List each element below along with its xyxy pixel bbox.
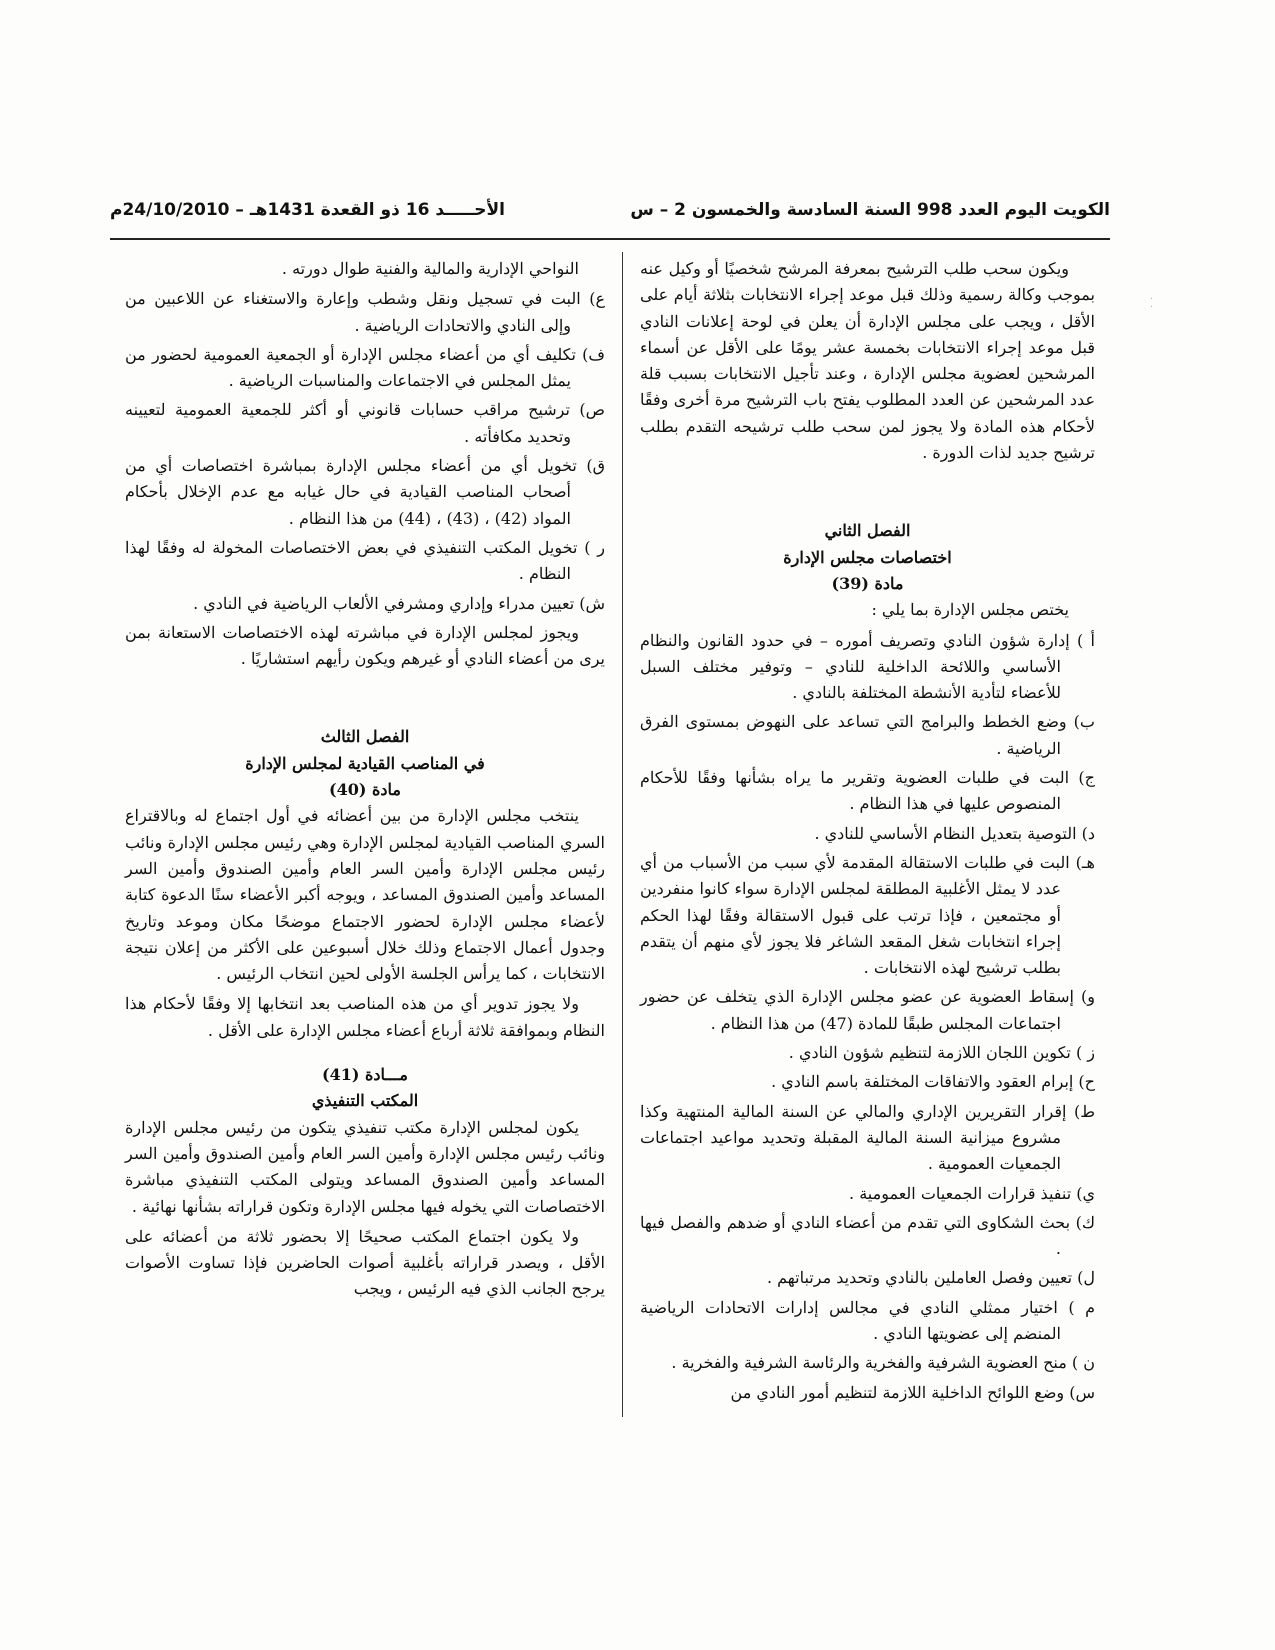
- article-39-item: ط) إقرار التقريرين الإداري والمالي عن السنة المالية المنتهية وكذا مشروع ميزانية السنة المالية المقبلة وتحديد مواعيد اجتماعات الجمعيات العمومية .: [640, 1101, 1096, 1174]
- article-39-item: ق) تخويل أي من أعضاء مجلس الإدارة بمباشرة اختصاصات أي من أصحاب المناصب القيادية في حال غيابه مع عدم الإخلال بأحكام المواد (42) ، (43) ، (44) من هذا النظام .: [125, 456, 605, 528]
- article-39-item: ك) بحث الشكاوى التي تقدم من أعضاء النادي أو ضدهم والفصل فيها .: [640, 1212, 1095, 1259]
- article-39-item: ع) البت في تسجيل ونقل وشطب وإعارة والاستغناء عن اللاعبين من وإلى النادي والاتحادات الرياضية .: [125, 289, 605, 335]
- continuation-line: النواحي الإدارية والمالية والفنية طوال دورته .: [281, 259, 579, 278]
- scan-speck: · ·: [1150, 294, 1154, 313]
- article-39-item: ن ) منح العضوية الشرفية والفخرية والرئاسة الشرفية والفخرية .: [671, 1353, 1095, 1373]
- article-39-item: س) وضع اللوائح الداخلية اللازمة لتنظيم أمور النادي من: [730, 1382, 1095, 1402]
- article-40-paragraph: ولا يجوز تدوير أي من هذه المناصب بعد انتخابها إلا وفقًا لأحكام هذا النظام وبموافقة ثلاثة أرباع أعضاء مجلس الإدارة على الأقل .: [125, 994, 605, 1040]
- article-41-paragraph: يكون لمجلس الإدارة مكتب تنفيذي يتكون من رئيس مجلس الإدارة ونائب رئيس مجلس الإدارة وأمين السر العام وأمين الصندوق وأمين السر المساعد وأمين الصندوق المساعد ويتولى المكتب التنفيذي مباشرة الاختصاصات التي يخوله فيها مجلس الإدارة وتكون قراراته بشأنها نهائية .: [125, 1117, 605, 1216]
- column-divider: [622, 252, 623, 1417]
- header-divider: [110, 238, 1110, 240]
- chapter-three-title: في المناصب القيادية لمجلس الإدارة: [245, 753, 485, 773]
- article-39-item: و) إسقاط العضوية عن عضو مجلس الإدارة الذي يتخلف عن حضور اجتماعات المجلس طبقًا للمادة (47) من هذا النظام .: [640, 987, 1095, 1033]
- delegation-note: ويجوز لمجلس الإدارة في مباشرته لهذه الاختصاصات الاستعانة بمن يرى من أعضاء النادي أو غيرهم ويكون رأيهم استشاريًا .: [125, 622, 605, 669]
- chapter-two-heading: الفصل الثاني: [824, 521, 911, 541]
- article-39-item: هـ) البت في طلبات الاستقالة المقدمة لأي سبب من الأسباب من أي عدد لا يمثل الأغلبية المطلقة لمجلس الإدارة سواء كانوا منفردين أو مجتمعين ، فإذا ترتب على قبول الاستقالة وفقًا لهذا الحكم إجراء انتخابات شغل المقعد الشاغر فلا يجوز لأي منهم أن يتقدم بطلب ترشيح لهذه الانتخابات .: [640, 852, 1095, 978]
- header-gazette-issue: الكويت اليوم العدد 998 السنة السادسة والخمسون 2 – س: [630, 200, 1110, 220]
- header-date: الأحـــــد 16 ذو القعدة 1431هـ – 24/10/2010م: [110, 200, 505, 220]
- article-39-item: أ ) إدارة شؤون النادي وتصريف أموره – في حدود القانون والنظام الأساسي واللائحة الداخلية للنادي – وتوفير مختلف السبل للأعضاء لتأدية الأنشطة المختلفة بالنادي .: [640, 630, 1095, 703]
- article-40-paragraph: ينتخب مجلس الإدارة من بين أعضائه في أول اجتماع له وبالاقتراع السري المناصب القيادية لمجلس الإدارة وهي رئيس مجلس الإدارة ونائب رئيس مجلس الإدارة وأمين السر العام وأمين الصندوق وأمين السر المساعد وأمين الصندوق المساعد ، ويوجه أكبر الأعضاء سنًا الدعوة كتابة لأعضاء مجلس الإدارة لحضور الاجتماع موضحًا مكان وموعد وتاريخ وجدول أعمال الاجتماع وذلك خلال أسبوعين على الأكثر من إعلان نتيجة الانتخابات ، كما يرأس الجلسة الأولى لحين انتخاب الرئيس .: [125, 806, 606, 984]
- page-header: [110, 200, 1110, 232]
- article-39-item: ف) تكليف أي من أعضاء مجلس الإدارة أو الجمعية العمومية لحضور من يمثل المجلس في الاجتماعات والمناسبات الرياضية .: [125, 344, 605, 391]
- article-39-lead: يختص مجلس الإدارة بما يلي :: [871, 600, 1069, 620]
- article-39-item: ل) تعيين وفصل العاملين بالنادي وتحديد مرتباتهم .: [766, 1268, 1095, 1288]
- article-39-item: ب) وضع الخطط والبرامج التي تساعد على النهوض بمستوى الفرق الرياضية .: [640, 712, 1095, 758]
- chapter-three-heading: الفصل الثالث: [320, 727, 410, 747]
- article-39-item: ج) البت في طلبات العضوية وتقرير ما يراه بشأنها وفقًا للأحكام المنصوص عليها في هذا النظام .: [640, 768, 1095, 814]
- article-39-item: ح) إبرام العقود والاتفاقات المختلفة باسم النادي .: [771, 1072, 1095, 1092]
- article-39-heading: مادة (39): [831, 573, 904, 593]
- article-39-item: ز ) تكوين اللجان اللازمة لتنظيم شؤون النادي .: [788, 1043, 1095, 1063]
- article-41-heading: مـــادة (41): [322, 1065, 408, 1085]
- article-39-item: د) التوصية بتعديل النظام الأساسي للنادي .: [814, 823, 1095, 843]
- article-41-title: المكتب التنفيذي: [311, 1091, 419, 1111]
- article-41-paragraph: ولا يكون اجتماع المكتب صحيحًا إلا بحضور ثلاثة من أعضائه على الأقل ، ويصدر قراراته بأغلبية أصوات الحاضرين فإذا تساوت الأصوات يرجح الجانب الذي فيه الرئيس ، ويجب: [125, 1226, 605, 1299]
- withdrawal-paragraph: ويكون سحب طلب الترشيح بمعرفة المرشح شخصيًا أو وكيل عنه بموجب وكالة رسمية وذلك قبل موعد إجراء الانتخابات بثلاثة أيام على الأقل ، ويجب على مجلس الإدارة أن يعلن في لوحة إعلانات النادي قبل موعد إجراء الانتخابات بخمسة عشر يومًا على الأقل عن أسماء المرشحين لعضوية مجلس الإدارة ، وعند تأجيل الانتخابات بسبب قلة عدد المرشحين عن العدد المطلوب يفتح باب الترشيح مرة أخرى وفقًا لأحكام هذه المادة ولا يجوز لمن سحب طلب ترشيحه التقدم بطلب ترشيح جديد لذات الدورة .: [640, 259, 1095, 463]
- article-39-item: ي) تنفيذ قرارات الجمعيات العمومية .: [849, 1183, 1095, 1203]
- article-39-item: ص) ترشيح مراقب حسابات قانوني أو أكثر للجمعية العمومية لتعيينه وتحديد مكافأته .: [125, 400, 605, 446]
- left-column: [125, 256, 605, 1307]
- article-39-item: م ) اختيار ممثلي النادي في مجالس إدارات الاتحادات الرياضية المنضم إلى عضويتها النادي .: [640, 1297, 1095, 1343]
- right-column: [640, 256, 1095, 1409]
- chapter-two-title: اختصاصات مجلس الإدارة: [783, 547, 952, 567]
- article-39-item: ش) تعيين مدراء وإداري ومشرفي الألعاب الرياضية في النادي .: [193, 593, 605, 613]
- article-39-item: ر ) تخويل المكتب التنفيذي في بعض الاختصاصات المخولة له وفقًا لهذا النظام .: [125, 537, 605, 584]
- article-40-heading: مادة (40): [329, 780, 401, 800]
